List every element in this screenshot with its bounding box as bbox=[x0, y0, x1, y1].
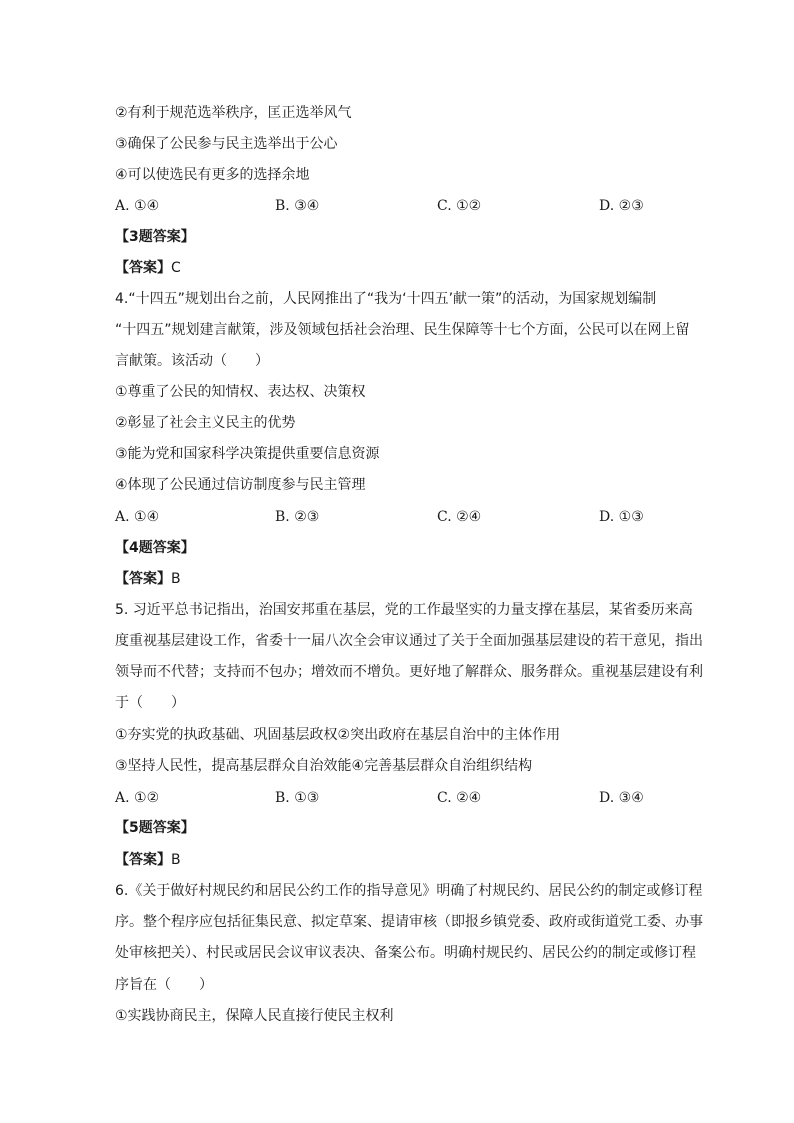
q4-option-b-value: ②③ bbox=[294, 509, 320, 525]
q3-option-d bbox=[599, 196, 644, 216]
q4-answer bbox=[115, 569, 181, 589]
q5-answer bbox=[115, 850, 181, 870]
q3-item-4: ④可以使选民有更多的选择余地 bbox=[115, 167, 310, 183]
q4-option-a bbox=[115, 507, 159, 527]
q3-option-d-value: ②③ bbox=[618, 198, 644, 214]
q4-option-c-key: C. bbox=[437, 509, 452, 525]
q5-answer-label: 【答案】 bbox=[115, 852, 171, 868]
q4-item-1: ①尊重了公民的知情权、表达权、决策权 bbox=[115, 384, 366, 400]
q4-option-a-value: ①④ bbox=[134, 509, 160, 525]
q3-option-d-key: D. bbox=[599, 198, 615, 214]
q5-option-c-key: C. bbox=[437, 790, 452, 806]
q3-option-a-key: A. bbox=[115, 198, 130, 214]
q5-option-b bbox=[275, 788, 319, 808]
q4-option-d-key: D. bbox=[599, 509, 615, 525]
q4-option-d bbox=[599, 507, 644, 527]
q3-option-a-value: ①④ bbox=[134, 198, 160, 214]
q4-option-a-key: A. bbox=[115, 509, 130, 525]
q4-item-4: ④体现了公民通过信访制度参与民主管理 bbox=[115, 477, 366, 493]
q3-option-b-key: B. bbox=[275, 198, 290, 214]
q4-answer-header: 【4题答案】 bbox=[115, 540, 195, 556]
q4-option-b-key: B. bbox=[275, 509, 290, 525]
q5-stem-line-2: 度重视基层建设工作，省委十一届八次全会审议通过了关于全面加强基层建设的若干意见，指出 bbox=[115, 633, 703, 649]
q3-option-b-value: ③④ bbox=[294, 198, 320, 214]
q5-option-a-key: A. bbox=[115, 790, 130, 806]
q5-stem-line-4: 于（ ） bbox=[115, 695, 185, 711]
q4-option-d-value: ①③ bbox=[618, 509, 644, 525]
q3-answer bbox=[115, 258, 181, 278]
q5-option-b-key: B. bbox=[275, 790, 290, 806]
q3-item-2: ②有利于规范选举秩序，匡正选举风气 bbox=[115, 105, 352, 121]
q3-answer-label: 【答案】 bbox=[115, 260, 171, 276]
q6-stem-line-3: 处审核把关）、村民或居民会议审议表决、备案公布。明确村规民约、居民公约的制定或修订程 bbox=[115, 945, 696, 961]
q4-option-c-value: ②④ bbox=[456, 509, 482, 525]
q4-option-b bbox=[275, 507, 319, 527]
q5-option-b-value: ①③ bbox=[294, 790, 320, 806]
q5-item-line-1: ①夯实党的执政基础、巩固基层政权②突出政府在基层自治中的主体作用 bbox=[115, 727, 561, 743]
q4-answer-value: B bbox=[171, 571, 181, 587]
q3-option-c-key: C. bbox=[437, 198, 452, 214]
q6-item-1: ①实践协商民主，保障人民直接行使民主权利 bbox=[115, 1008, 394, 1024]
q5-answer-header: 【5题答案】 bbox=[115, 820, 195, 836]
q4-stem-line-1: 4.“十四五”规划出台之前，人民网推出了“我为‘十四五’献一策”的活动，为国家规划编制 bbox=[115, 291, 657, 307]
q4-option-c bbox=[437, 507, 481, 527]
q5-stem-line-3: 领导而不代替；支持而不包办；增效而不增负。更好地了解群众、服务群众。重视基层建设有利 bbox=[115, 664, 703, 680]
q6-stem-line-1: 6.《关于做好村规民约和居民公约工作的指导意见》明确了村规民约、居民公约的制定或修订程 bbox=[115, 883, 703, 899]
q3-item-3: ③确保了公民参与民主选举出于公心 bbox=[115, 136, 338, 152]
q5-answer-value: B bbox=[171, 852, 181, 868]
q4-stem-line-3: 言献策。该活动（ ） bbox=[115, 353, 269, 369]
q4-item-3: ③能为党和国家科学决策提供重要信息资源 bbox=[115, 446, 380, 462]
q5-option-c-value: ②④ bbox=[456, 790, 482, 806]
q3-option-a bbox=[115, 196, 159, 216]
q3-answer-header: 【3题答案】 bbox=[115, 229, 195, 245]
q3-option-c-value: ①② bbox=[456, 198, 482, 214]
q5-option-c bbox=[437, 788, 481, 808]
q6-stem-line-4: 序旨在（ ） bbox=[115, 977, 213, 993]
q5-option-d-value: ③④ bbox=[618, 790, 644, 806]
q5-option-d-key: D. bbox=[599, 790, 615, 806]
q5-option-a-value: ①② bbox=[134, 790, 160, 806]
q3-answer-value: C bbox=[171, 260, 181, 276]
q5-stem-line-1: 5. 习近平总书记指出，治国安邦重在基层，党的工作最坚实的力量支撑在基层，某省委历来高 bbox=[115, 602, 693, 618]
q5-option-d bbox=[599, 788, 644, 808]
q4-stem-line-2: “十四五”规划建言献策，涉及领域包括社会治理、民生保障等十七个方面，公民可以在网上留 bbox=[115, 322, 690, 338]
q4-item-2: ②彰显了社会主义民主的优势 bbox=[115, 415, 296, 431]
q3-option-c bbox=[437, 196, 481, 216]
q3-option-b bbox=[275, 196, 319, 216]
q6-stem-line-2: 序。整个程序应包括征集民意、拟定草案、提请审核（即报乡镇党委、政府或街道党工委、办事 bbox=[115, 914, 703, 930]
q4-answer-label: 【答案】 bbox=[115, 571, 171, 587]
q5-option-a bbox=[115, 788, 159, 808]
q5-item-line-2: ③坚持人民性，提高基层群众自治效能④完善基层群众自治组织结构 bbox=[115, 758, 533, 774]
